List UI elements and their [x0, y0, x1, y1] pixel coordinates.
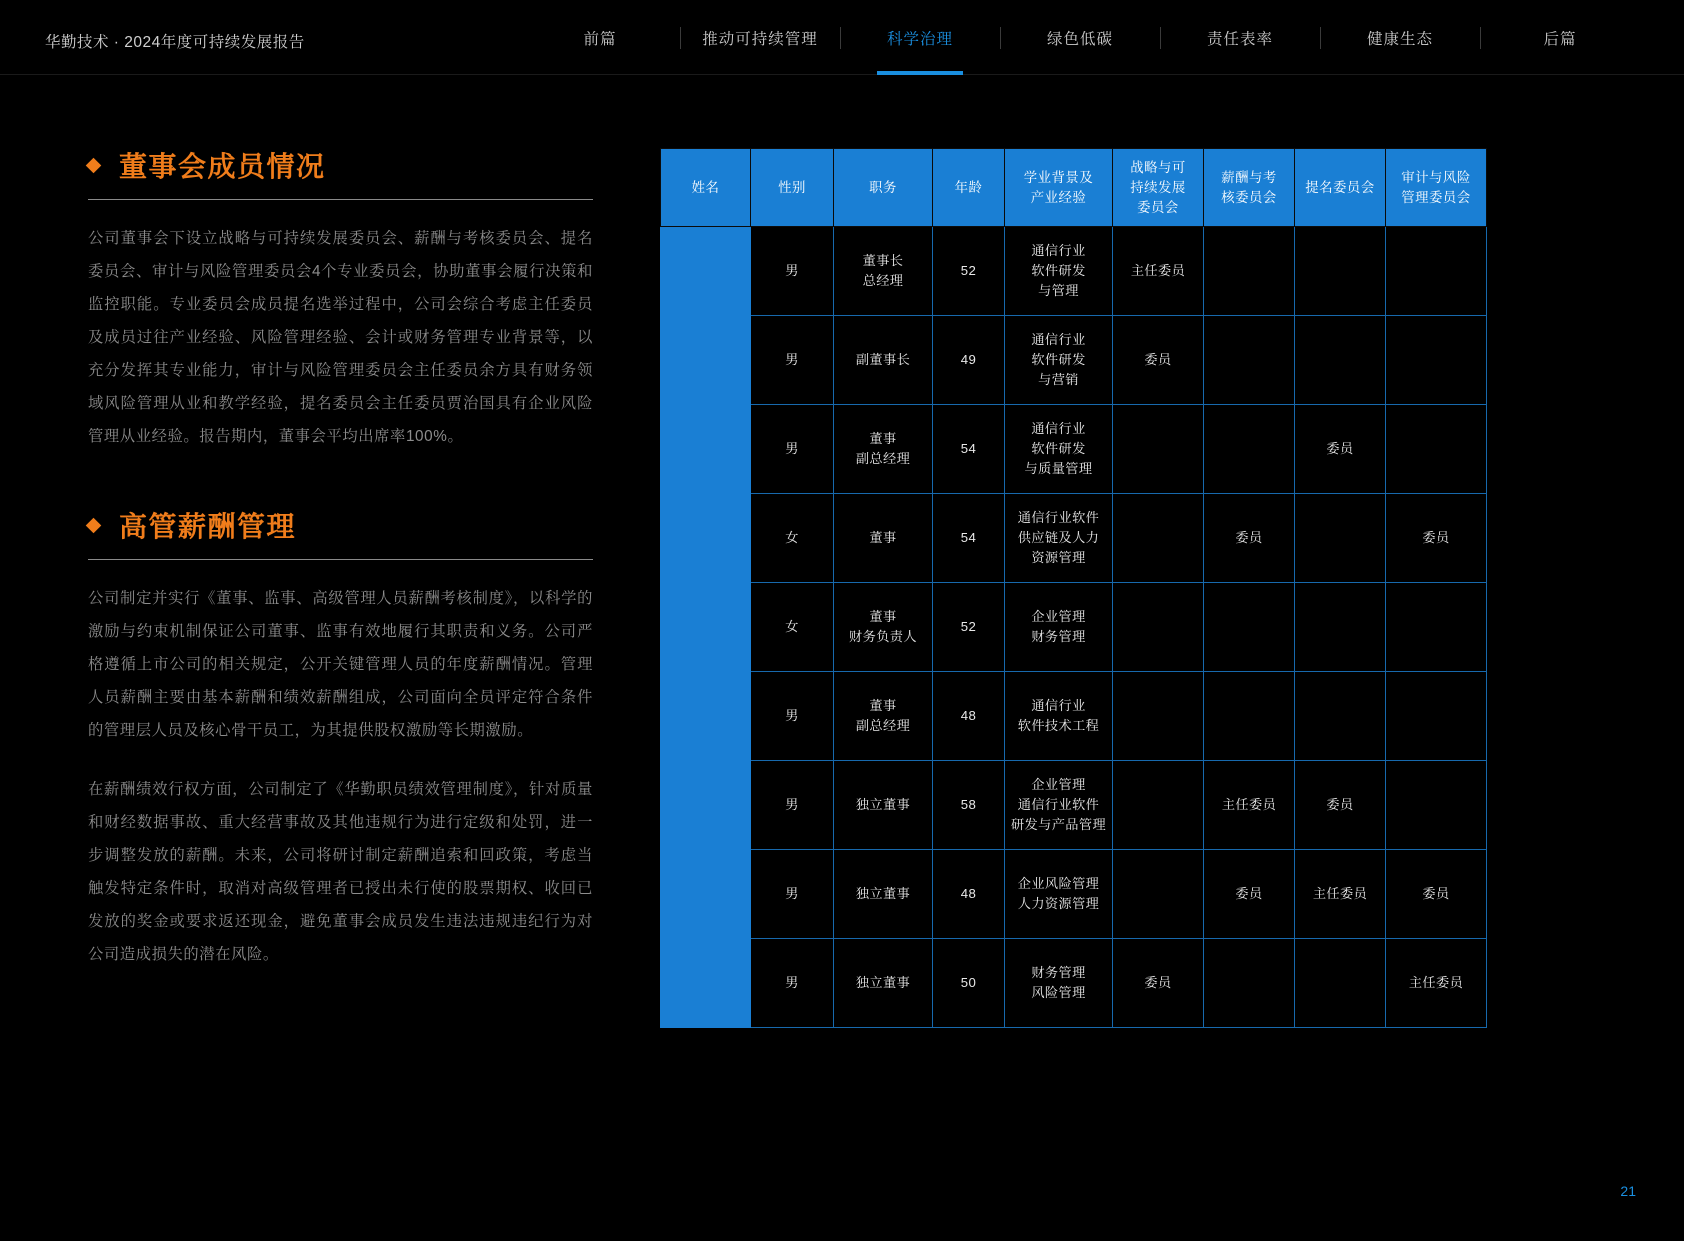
cell-nomination: [1295, 227, 1386, 316]
cell-age: 52: [933, 583, 1005, 672]
section-divider: [88, 559, 593, 560]
cell-nomination: [1295, 672, 1386, 761]
cell-gender: 女: [751, 494, 834, 583]
cell-position: 独立董事: [834, 939, 933, 1028]
cell-strategy: [1113, 850, 1204, 939]
col-header-nomination-committee: 提名委员会: [1295, 149, 1386, 227]
cell-nomination: [1295, 316, 1386, 405]
diamond-bullet-icon: [86, 157, 102, 173]
col-header-name: 姓名: [661, 149, 751, 227]
col-header-gender: 性别: [751, 149, 834, 227]
cell-compensation: [1204, 939, 1295, 1028]
cell-nomination: [1295, 583, 1386, 672]
cell-audit: 委员: [1386, 850, 1487, 939]
cell-background: 通信行业 软件技术工程: [1005, 672, 1113, 761]
nav-item-6[interactable]: [1480, 27, 1640, 49]
cell-audit: [1386, 405, 1487, 494]
cell-gender: 男: [751, 672, 834, 761]
cell-strategy: [1113, 583, 1204, 672]
cell-name: [661, 939, 751, 1028]
cell-age: 54: [933, 494, 1005, 583]
cell-gender: 男: [751, 761, 834, 850]
nav-item-label: 绿色低碳: [1046, 30, 1113, 48]
cell-position: 董事 副总经理: [834, 672, 933, 761]
cell-nomination: 主任委员: [1295, 850, 1386, 939]
cell-name: [661, 405, 751, 494]
cell-age: 49: [933, 316, 1005, 405]
top-navigation-bar: [0, 0, 1684, 75]
cell-compensation: 委员: [1204, 494, 1295, 583]
nav-active-underline: [877, 71, 963, 75]
nav-item-label: 科学治理: [886, 30, 953, 48]
cell-age: 48: [933, 672, 1005, 761]
col-header-strategy-committee: 战略与可 持续发展 委员会: [1113, 149, 1204, 227]
nav-item-0[interactable]: [520, 27, 680, 49]
cell-nomination: [1295, 494, 1386, 583]
cell-gender: 男: [751, 939, 834, 1028]
section-heading: [88, 505, 593, 545]
cell-position: 董事 财务负责人: [834, 583, 933, 672]
board-members-table: [660, 148, 1487, 1028]
cell-background: 企业风险管理 人力资源管理: [1005, 850, 1113, 939]
cell-name: [661, 850, 751, 939]
col-header-background: 学业背景及 产业经验: [1005, 149, 1113, 227]
cell-position: 独立董事: [834, 850, 933, 939]
cell-age: 58: [933, 761, 1005, 850]
table-row: [661, 316, 1487, 405]
cell-nomination: 委员: [1295, 405, 1386, 494]
cell-gender: 男: [751, 227, 834, 316]
cell-audit: 委员: [1386, 494, 1487, 583]
cell-position: 副董事长: [834, 316, 933, 405]
diamond-bullet-icon: [86, 517, 102, 533]
cell-name: [661, 761, 751, 850]
report-brand-title: 华勤技术 · 2024年度可持续发展报告: [45, 34, 305, 51]
cell-strategy: [1113, 672, 1204, 761]
cell-background: 通信行业软件 供应链及人力 资源管理: [1005, 494, 1113, 583]
table-row: [661, 939, 1487, 1028]
cell-gender: 男: [751, 405, 834, 494]
section-title: 董事会成员情况: [119, 151, 326, 182]
cell-background: 通信行业 软件研发 与营销: [1005, 316, 1113, 405]
nav-item-4[interactable]: [1160, 27, 1320, 49]
cell-strategy: [1113, 494, 1204, 583]
cell-name: [661, 227, 751, 316]
section-exec-compensation: [88, 505, 593, 971]
cell-compensation: 主任委员: [1204, 761, 1295, 850]
cell-compensation: [1204, 672, 1295, 761]
cell-compensation: [1204, 316, 1295, 405]
left-text-column: [88, 145, 593, 997]
cell-audit: 主任委员: [1386, 939, 1487, 1028]
cell-audit: [1386, 583, 1487, 672]
cell-audit: [1386, 227, 1487, 316]
table-row: [661, 583, 1487, 672]
cell-strategy: 委员: [1113, 939, 1204, 1028]
cell-name: [661, 672, 751, 761]
table-body: [661, 227, 1487, 1028]
table-row: [661, 405, 1487, 494]
cell-name: [661, 316, 751, 405]
nav-item-1[interactable]: [680, 27, 840, 49]
nav-item-3[interactable]: [1000, 27, 1160, 49]
cell-gender: 男: [751, 316, 834, 405]
cell-age: 50: [933, 939, 1005, 1028]
cell-nomination: [1295, 939, 1386, 1028]
cell-background: 通信行业 软件研发 与质量管理: [1005, 405, 1113, 494]
cell-background: 通信行业 软件研发 与管理: [1005, 227, 1113, 316]
cell-audit: [1386, 672, 1487, 761]
section-board-members: [88, 145, 593, 453]
cell-background: 企业管理 通信行业软件 研发与产品管理: [1005, 761, 1113, 850]
cell-name: [661, 583, 751, 672]
cell-strategy: [1113, 761, 1204, 850]
nav-item-2-active[interactable]: [840, 27, 1000, 49]
nav-item-label: 责任表率: [1206, 30, 1273, 48]
table-header-row: [661, 149, 1487, 227]
cell-gender: 女: [751, 583, 834, 672]
cell-background: 财务管理 风险管理: [1005, 939, 1113, 1028]
table-row: [661, 672, 1487, 761]
cell-position: 董事 副总经理: [834, 405, 933, 494]
cell-compensation: [1204, 583, 1295, 672]
cell-age: 48: [933, 850, 1005, 939]
cell-compensation: 委员: [1204, 850, 1295, 939]
table-row: [661, 850, 1487, 939]
nav-item-5[interactable]: [1320, 27, 1480, 49]
section-paragraph: 公司制定并实行《董事、监事、高级管理人员薪酬考核制度》，以科学的激励与约束机制保证公司董事、监事有效地履行其职责和义务。公司严格遵循上市公司的相关规定，公开关键管理人员的年度薪酬情况。管理人员薪酬主要由基本薪酬和绩效薪酬组成，公司面向全员评定符合条件的管理层人员及核心骨干员工，为其提供股权激励等长期激励。: [88, 590, 593, 739]
nav-item-label: 健康生态: [1366, 30, 1433, 48]
board-members-table-container: [660, 148, 1486, 1036]
col-header-age: 年龄: [933, 149, 1005, 227]
cell-strategy: 主任委员: [1113, 227, 1204, 316]
col-header-position: 职务: [834, 149, 933, 227]
cell-age: 52: [933, 227, 1005, 316]
section-paragraph: 公司董事会下设立战略与可持续发展委员会、薪酬与考核委员会、提名委员会、审计与风险管理委员会4个专业委员会，协助董事会履行决策和监控职能。专业委员会成员提名选举过程中，公司会综合考虑主任委员及成员过往产业经验、风险管理经验、会计或财务管理专业背景等，以充分发挥其专业能力，审计与风险管理委员会主任委员余方具有财务领域风险管理从业和教学经验，提名委员会主任委员贾治国具有企业风险管理从业经验。报告期内，董事会平均出席率100%。: [88, 230, 593, 445]
table-row: [661, 761, 1487, 850]
cell-nomination: 委员: [1295, 761, 1386, 850]
cell-strategy: [1113, 405, 1204, 494]
section-divider: [88, 199, 593, 200]
cell-compensation: [1204, 405, 1295, 494]
section-title: 高管薪酬管理: [119, 511, 297, 542]
cell-position: 董事: [834, 494, 933, 583]
chapter-nav: [520, 0, 1640, 75]
nav-item-label: 推动可持续管理: [702, 30, 818, 48]
section-paragraph: 在薪酬绩效行权方面，公司制定了《华勤职员绩效管理制度》，针对质量和财经数据事故、重大经营事故及其他违规行为进行定级和处罚，进一步调整发放的薪酬。未来，公司将研讨制定薪酬追索和回政策，考虑当触发特定条件时，取消对高级管理者已授出未行使的股票期权、收回已发放的奖金或要求返还现金，避免董事会成员发生违法违规违纪行为对公司造成损失的潜在风险。: [88, 781, 593, 963]
cell-gender: 男: [751, 850, 834, 939]
nav-item-label: 前篇: [583, 30, 617, 48]
cell-position: 独立董事: [834, 761, 933, 850]
table-row: [661, 227, 1487, 316]
col-header-audit-committee: 审计与风险 管理委员会: [1386, 149, 1487, 227]
cell-audit: [1386, 761, 1487, 850]
section-heading: [88, 145, 593, 185]
col-header-compensation-committee: 薪酬与考 核委员会: [1204, 149, 1295, 227]
cell-audit: [1386, 316, 1487, 405]
cell-position: 董事长 总经理: [834, 227, 933, 316]
table-row: [661, 494, 1487, 583]
cell-background: 企业管理 财务管理: [1005, 583, 1113, 672]
cell-age: 54: [933, 405, 1005, 494]
cell-name: [661, 494, 751, 583]
nav-item-label: 后篇: [1543, 30, 1577, 48]
cell-compensation: [1204, 227, 1295, 316]
cell-strategy: 委员: [1113, 316, 1204, 405]
page-number: 21: [1620, 1183, 1636, 1199]
